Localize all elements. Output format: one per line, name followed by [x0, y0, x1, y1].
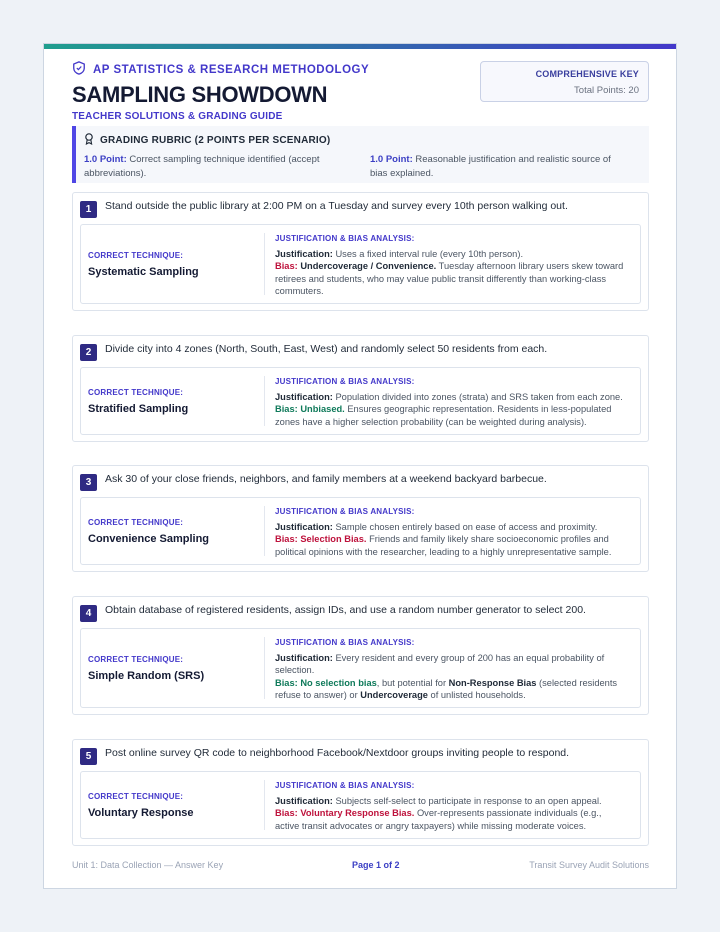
analysis — [275, 781, 628, 832]
scenario-card-2 — [72, 335, 649, 442]
analysis — [275, 507, 628, 558]
course-name: AP STATISTICS & RESEARCH METHODOLOGY — [93, 63, 370, 76]
bias-text: Bias: No selection bias, but potential for Non-Response Bias (selected residents refuse to answer) or Undercoverage of unlisted households. — [275, 677, 618, 700]
key-label: COMPREHENSIVE KEY — [535, 69, 639, 79]
rubric-title: GRADING RUBRIC (2 POINTS PER SCENARIO) — [100, 135, 331, 146]
justification-text: Justification: Sample chosen entirely based on ease of access and proximity. — [275, 522, 598, 532]
page-title: SAMPLING SHOWDOWN — [72, 82, 328, 107]
scenario-card-3 — [72, 465, 649, 572]
technique-label: CORRECT TECHNIQUE: — [88, 654, 184, 664]
analysis — [275, 234, 628, 297]
analysis — [275, 377, 628, 428]
shield-icon — [72, 61, 86, 78]
analysis — [275, 638, 628, 701]
award-icon — [84, 133, 94, 148]
technique-name: Simple Random (SRS) — [88, 669, 205, 682]
scenario-card-1 — [72, 192, 649, 311]
scenario-number: 5 — [80, 748, 97, 765]
divider — [264, 506, 265, 556]
technique-name: Systematic Sampling — [88, 265, 199, 278]
technique-label: CORRECT TECHNIQUE: — [88, 791, 184, 801]
page-header — [72, 61, 369, 122]
divider — [264, 233, 265, 295]
justification-text: Justification: Uses a fixed interval rule (every 10th person). — [275, 249, 524, 259]
scenario-question: Divide city into 4 zones (North, South, East, West) and randomly select 50 residents from each. — [105, 343, 548, 355]
answer-key-page — [43, 43, 677, 889]
answer-panel — [80, 771, 641, 839]
scenario-card-5 — [72, 739, 649, 846]
scenario-number: 1 — [80, 201, 97, 218]
technique-label: CORRECT TECHNIQUE: — [88, 250, 184, 260]
scenario-number: 3 — [80, 474, 97, 491]
rubric-point-justification: 1.0 Point: Reasonable justification and realistic source of bias explained. — [370, 154, 611, 179]
technique-label: CORRECT TECHNIQUE: — [88, 517, 184, 527]
divider — [264, 780, 265, 830]
divider — [264, 376, 265, 426]
total-points: Total Points: 20 — [574, 85, 639, 96]
scenario-question: Stand outside the public library at 2:00 PM on a Tuesday and survey every 10th person walking out. — [105, 200, 568, 212]
analysis-label: JUSTIFICATION & BIAS ANALYSIS: — [275, 377, 415, 386]
scenario-number: 2 — [80, 344, 97, 361]
answer-panel — [80, 224, 641, 304]
bias-text: Bias: Undercoverage / Convenience. Tuesday afternoon library users skew toward retirees and students, who may value public transit differently than working-class commuters. — [275, 261, 624, 296]
analysis-label: JUSTIFICATION & BIAS ANALYSIS: — [275, 781, 415, 790]
grading-rubric — [72, 126, 649, 183]
course-line — [72, 61, 369, 78]
justification-text: Justification: Subjects self-select to participate in response to an open appeal. — [275, 796, 602, 806]
rubric-title-row — [84, 133, 641, 148]
technique-label: CORRECT TECHNIQUE: — [88, 387, 184, 397]
technique-name: Convenience Sampling — [88, 532, 210, 545]
scenario-question: Ask 30 of your close friends, neighbors, and family members at a weekend backyard barbecue. — [105, 473, 547, 485]
justification-text: Justification: Population divided into zones (strata) and SRS taken from each zone. — [275, 392, 623, 402]
footer-title: Transit Survey Audit Solutions — [529, 860, 649, 870]
analysis-label: JUSTIFICATION & BIAS ANALYSIS: — [275, 507, 415, 516]
technique-name: Stratified Sampling — [88, 402, 189, 415]
answer-panel — [80, 497, 641, 565]
technique-name: Voluntary Response — [88, 806, 194, 819]
analysis-label: JUSTIFICATION & BIAS ANALYSIS: — [275, 638, 415, 647]
key-box — [480, 61, 649, 102]
bias-text: Bias: Selection Bias. Friends and family likely share socioeconomic profiles and political opinions with the researcher, leading to a highly unrepresentative sample. — [275, 534, 612, 557]
justification-text: Justification: Every resident and every group of 200 has an equal probability of selection. — [275, 653, 605, 676]
bias-text: Bias: Unbiased. Ensures geographic representation. Residents in less-populated zones have a higher selection probability (can be weighted during analysis). — [275, 404, 612, 427]
page-subtitle: TEACHER SOLUTIONS & GRADING GUIDE — [72, 111, 283, 122]
divider — [264, 637, 265, 699]
bias-text: Bias: Voluntary Response Bias. Over-represents passionate individuals (e.g., active transit advocates or angry taxpayers) while missing moderate voices. — [275, 808, 602, 831]
scenario-question: Post online survey QR code to neighborhood Facebook/Nextdoor groups inviting people to respond. — [105, 747, 570, 759]
analysis-label: JUSTIFICATION & BIAS ANALYSIS: — [275, 234, 415, 243]
scenario-card-4 — [72, 596, 649, 715]
rubric-point-technique: 1.0 Point: Correct sampling technique identified (accept abbreviations). — [84, 154, 320, 179]
scenario-question: Obtain database of registered residents, assign IDs, and use a random number generator to select 200. — [105, 604, 586, 616]
scenario-number: 4 — [80, 605, 97, 622]
footer-page-number: Page 1 of 2 — [352, 860, 400, 870]
answer-panel — [80, 628, 641, 708]
answer-panel — [80, 367, 641, 435]
top-accent-bar — [44, 44, 676, 49]
footer-unit: Unit 1: Data Collection — Answer Key — [72, 860, 224, 870]
